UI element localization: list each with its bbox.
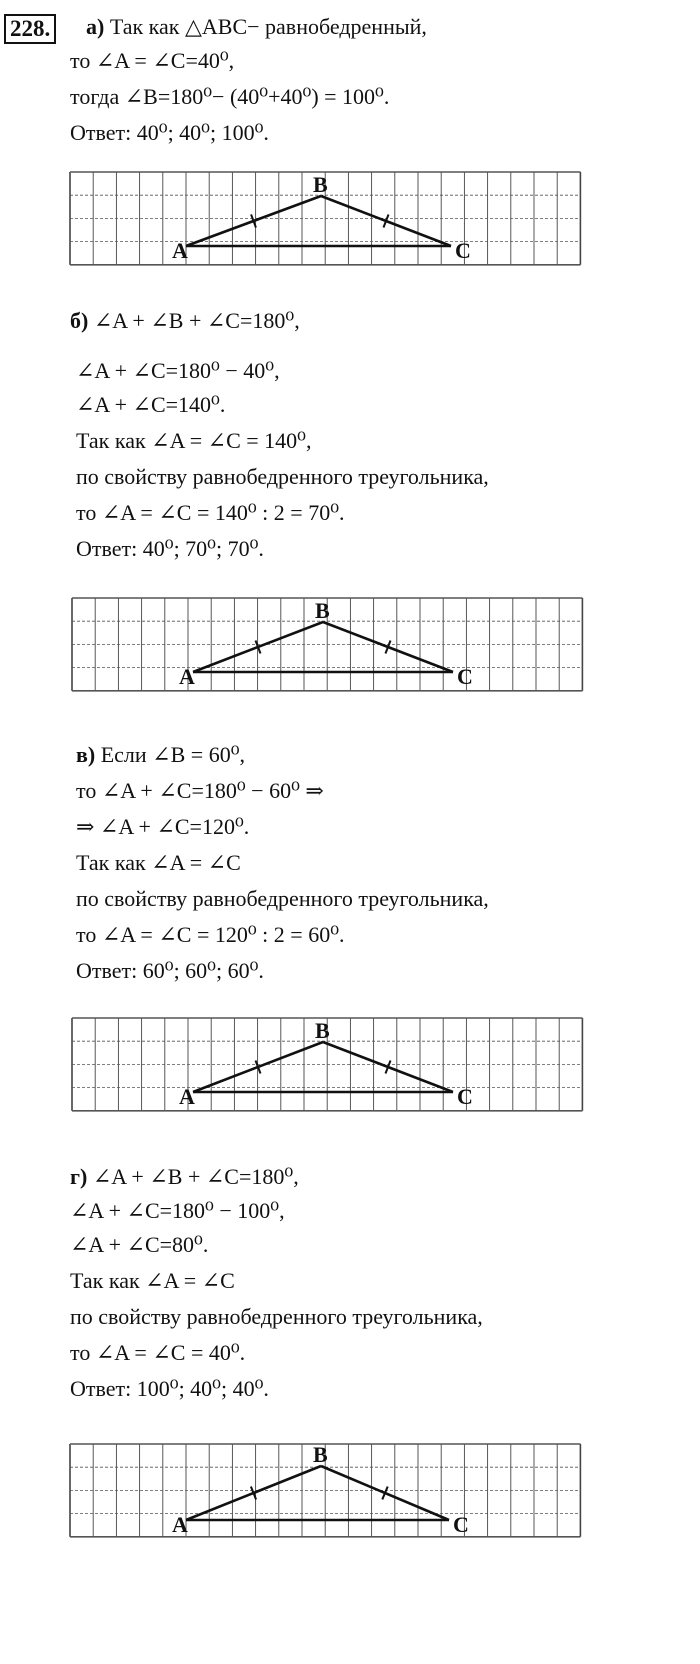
part-c-line-1: [76, 742, 245, 768]
part-c-line-4: Так как ∠A = ∠C: [76, 850, 241, 875]
part-d-text-1: ∠A + ∠B + ∠C=180⁰,: [92, 1164, 299, 1189]
part-d-label: г): [70, 1164, 88, 1189]
vertex-label-c: C: [455, 238, 471, 263]
vertex-label-a: A: [172, 1512, 188, 1537]
vertex-label-c: C: [453, 1512, 469, 1537]
part-b-line-2: ∠A + ∠C=180⁰ − 40⁰,: [76, 358, 280, 383]
part-b-line-7: Ответ: 40⁰; 70⁰; 70⁰.: [76, 536, 264, 561]
part-b-line-1: [70, 308, 300, 334]
figure-d: [66, 1440, 586, 1550]
part-a-line-1: [86, 14, 427, 40]
part-a-line-3: тогда ∠B=180⁰− (40⁰+40⁰) = 100⁰.: [70, 84, 390, 109]
part-b-line-5: по свойству равнобедренного треугольника,: [76, 464, 489, 489]
part-d-line-1: [70, 1164, 299, 1190]
part-d-line-6: то ∠A = ∠C = 40⁰.: [70, 1340, 246, 1365]
part-c-line-2: то ∠A + ∠C=180⁰ − 60⁰ ⇒: [76, 778, 324, 803]
vertex-label-c: C: [457, 664, 473, 689]
vertex-label-b: B: [315, 1018, 330, 1043]
figure-a: [66, 168, 586, 278]
part-b-line-3: ∠A + ∠C=140⁰.: [76, 392, 226, 417]
vertex-label-b: B: [313, 1442, 328, 1467]
part-a-line-4: Ответ: 40⁰; 40⁰; 100⁰.: [70, 120, 269, 145]
part-a-line-2: то ∠A = ∠C=40⁰,: [70, 48, 235, 73]
part-b-line-6: то ∠A = ∠C = 140⁰ : 2 = 70⁰.: [76, 500, 345, 525]
part-d-line-5: по свойству равнобедренного треугольника,: [70, 1304, 483, 1329]
part-c-text-1: Если ∠B = 60⁰,: [100, 742, 246, 767]
part-a-text-1: Так как △ABC− равнобедренный,: [109, 14, 427, 39]
part-c-label: в): [76, 742, 96, 767]
part-c-line-7: Ответ: 60⁰; 60⁰; 60⁰.: [76, 958, 264, 983]
part-c-line-6: то ∠A = ∠C = 120⁰ : 2 = 60⁰.: [76, 922, 345, 947]
vertex-label-c: C: [457, 1084, 473, 1109]
problem-number: 228.: [4, 14, 56, 44]
part-d-line-4: Так как ∠A = ∠C: [70, 1268, 235, 1293]
vertex-label-a: A: [172, 238, 188, 263]
part-b-text-1: ∠A + ∠B + ∠C=180⁰,: [93, 308, 300, 333]
part-c-line-5: по свойству равнобедренного треугольника,: [76, 886, 489, 911]
part-d-line-3: ∠A + ∠C=80⁰.: [70, 1232, 209, 1257]
part-d-line-7: Ответ: 100⁰; 40⁰; 40⁰.: [70, 1376, 269, 1401]
part-a-label: а): [86, 14, 105, 39]
vertex-label-b: B: [313, 172, 328, 197]
part-b-line-4: Так как ∠A = ∠C = 140⁰,: [76, 428, 312, 453]
vertex-label-a: A: [179, 1084, 195, 1109]
part-d-line-2: ∠A + ∠C=180⁰ − 100⁰,: [70, 1198, 285, 1223]
part-c-line-3: ⇒ ∠A + ∠C=120⁰.: [76, 814, 250, 839]
figure-c: [68, 1014, 588, 1124]
vertex-label-a: A: [179, 664, 195, 689]
figure-b: [68, 594, 588, 704]
vertex-label-b: B: [315, 598, 330, 623]
part-b-label: б): [70, 308, 89, 333]
